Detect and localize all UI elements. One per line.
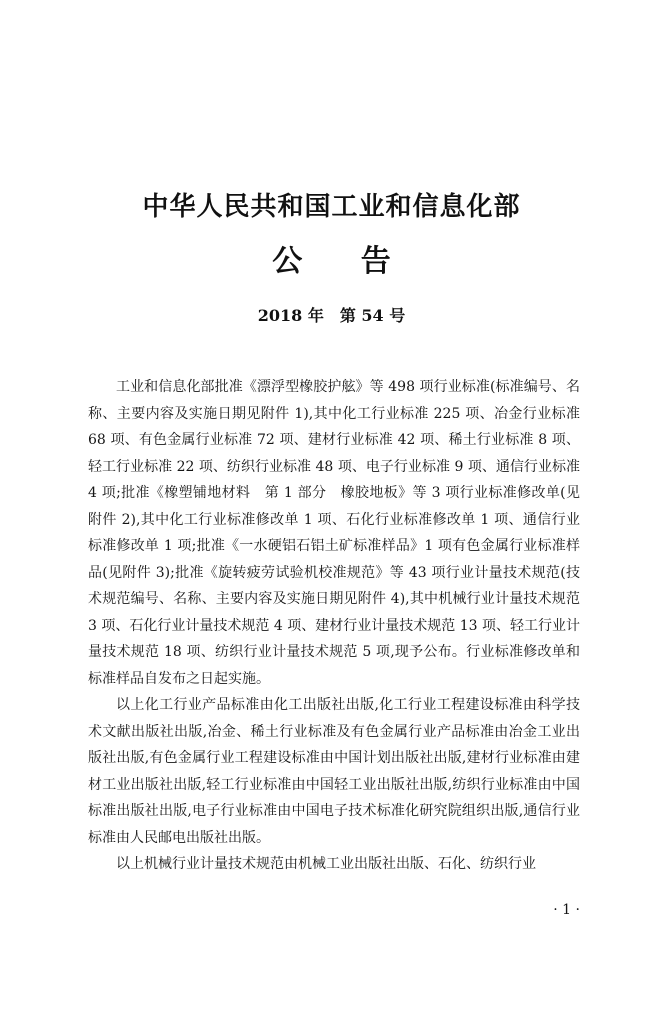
document-number: 2018 年 第 54 号 bbox=[257, 306, 406, 325]
document-type-title: 公 告 bbox=[272, 244, 415, 279]
paragraph-measurement-publishers: 以上机械行业计量技术规范由机械工业出版社出版、石化、纺织行业 bbox=[116, 856, 536, 872]
paragraph-publishers: 以上化工行业产品标准由化工出版社出版,化工行业工程建设标准由科学技术文献出版社出版,冶金、稀土行业标准及有色金属行业产品标准由冶金工业出版社出版,有色金属行业工程建设标准由中国计划出版社出版,建材行业标准由建材工业出版社出版,轻工行业标准由中国轻工业出版社出版,纺织行业标准由中国标准出版社出版,电子行业标准由中国电子技术标准化研究院组织出版,通信行业标准由人民邮电出版社出版。 bbox=[88, 697, 580, 846]
page-number: · 1 · bbox=[553, 902, 580, 918]
paragraph-approval-list: 工业和信息化部批准《漂浮型橡胶护舷》等 498 项行业标准(标准编号、名称、主要内容及实施日期见附件 1),其中化工行业标准 225 项、冶金行业标准 68 项、有色金属行业标准 72 项、建材行业标准 42 项、稀土行业标准 8 项、轻工行业标准 22 项、纺织行业标准 48 项、电子行业标准 9 项、通信行业标准 4 项;批准《橡塑铺地材料 第 1 部分 橡胶地板》等 3 项行业标准修改单(见附件 2),其中化工行业标准修改单 1 项、石化行业标准修改单 1 项、通信行业标准修改单 1 项;批准《一水硬铝石铝土矿标准样品》1 项有色金属行业标准样品(见附件 3);批准《旋转疲劳试验机校准规范》等 43 项行业计量技术规范(技术规范编号、名称、主要内容及实施日期见附件 4),其中机械行业计量技术规范 3 项、石化行业计量技术规范 4 项、建材行业计量技术规范 13 项、轻工行业计量技术规范 18 项、纺织行业计量技术规范 5 项,现予公布。行业标准修改单和标准样品自发布之日起实施。 bbox=[88, 379, 580, 687]
ministry-title: 中华人民共和国工业和信息化部 bbox=[142, 192, 521, 222]
announcement-body bbox=[88, 374, 580, 878]
